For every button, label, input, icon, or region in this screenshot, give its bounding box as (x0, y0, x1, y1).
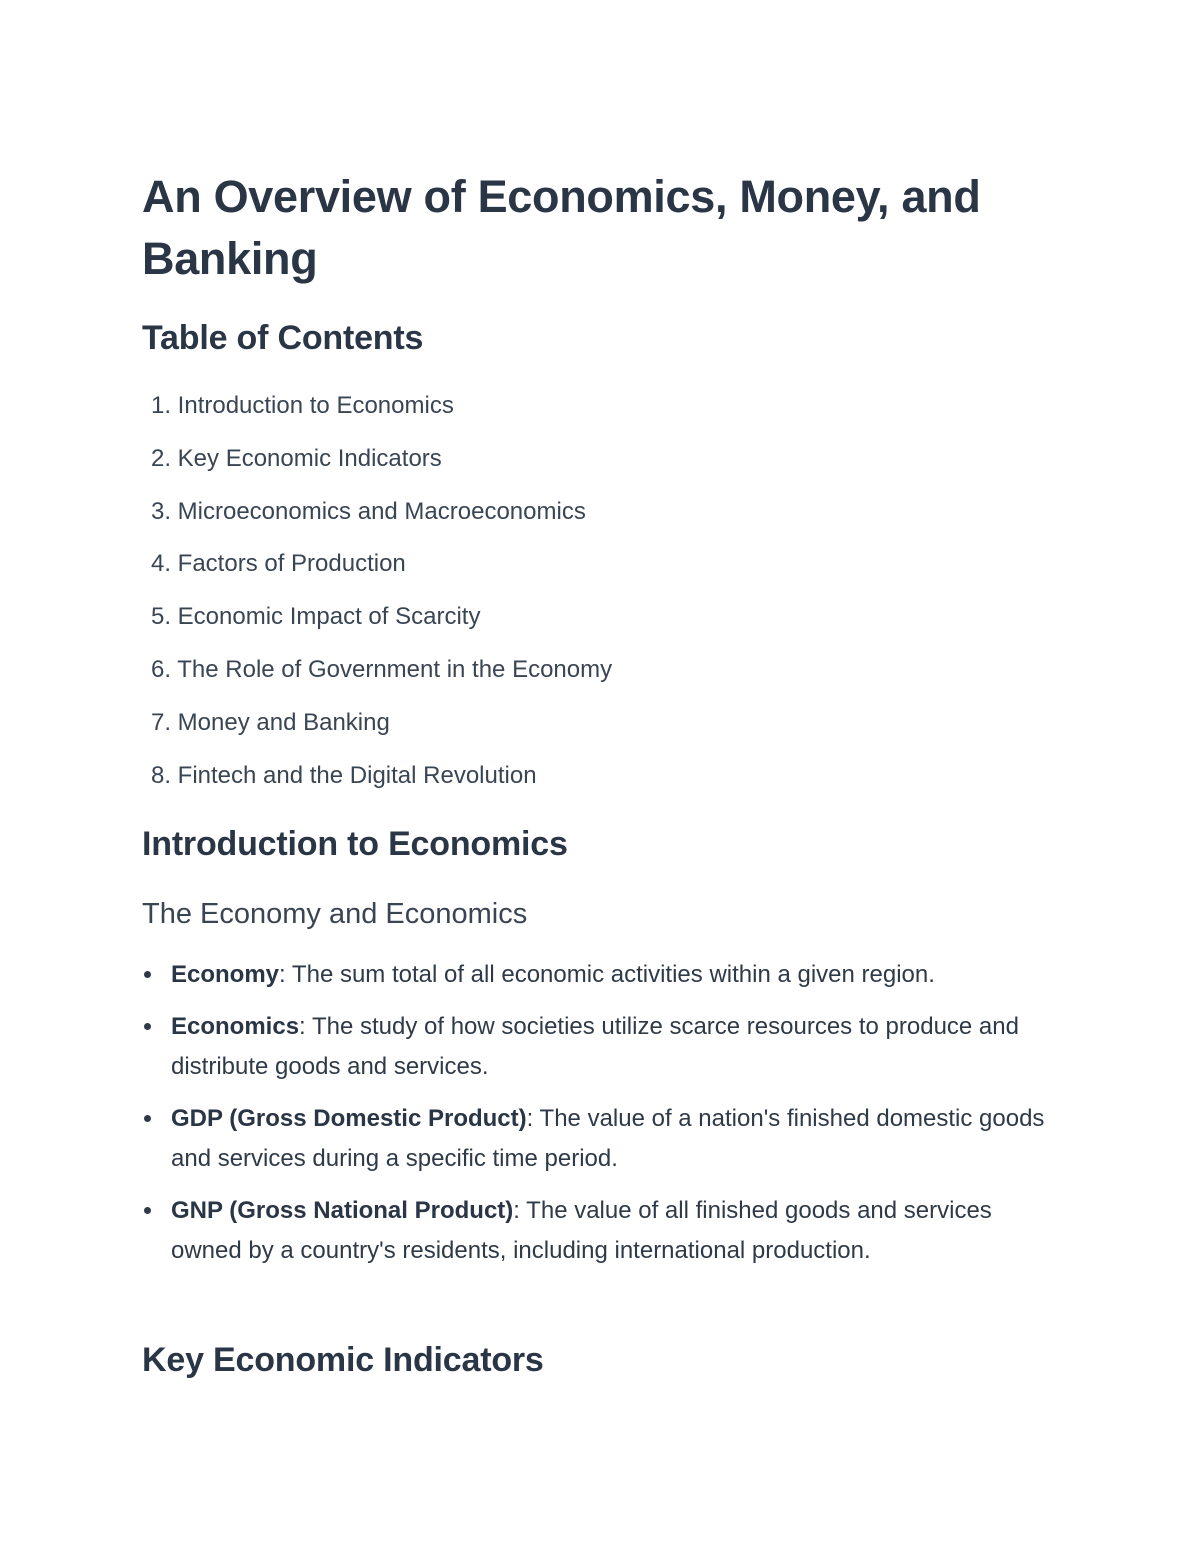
definition-term: GDP (Gross Domestic Product) (171, 1105, 527, 1132)
section-heading-key-indicators: Key Economic Indicators (142, 1341, 544, 1379)
definition-text: : The sum total of all economic activities within a given region. (279, 961, 935, 988)
toc-item-1 (142, 384, 612, 437)
toc-number: 8. (150, 761, 171, 789)
list-item (142, 1191, 1062, 1271)
definition-term: GNP (Gross National Product) (171, 1197, 514, 1224)
table-of-contents (142, 384, 612, 806)
definition-text: : The study of how societies utilize scarce resources to produce and distribute goods and services. (171, 1013, 1019, 1080)
bullet-icon (144, 1115, 151, 1122)
toc-item-8 (142, 754, 612, 807)
toc-number: 5. (150, 603, 171, 631)
toc-item-7 (142, 701, 612, 754)
bullet-icon (144, 1023, 151, 1030)
toc-label: The Role of Government in the Economy (177, 655, 613, 683)
toc-item-5 (142, 595, 612, 648)
toc-number: 6. (150, 655, 171, 683)
toc-label: Fintech and the Digital Revolution (177, 761, 537, 789)
bullet-icon (144, 1207, 151, 1214)
subsection-heading: The Economy and Economics (142, 898, 528, 930)
toc-label: Microeconomics and Macroeconomics (177, 497, 586, 525)
bullet-icon (144, 971, 151, 978)
toc-label: Factors of Production (177, 550, 406, 578)
document-title: An Overview of Economics, Money, and Banking (142, 171, 981, 284)
toc-number: 4. (150, 550, 171, 578)
section-heading-introduction: Introduction to Economics (142, 825, 568, 863)
definition-text: : The value of all finished goods and services owned by a country's residents, including international production. (171, 1197, 992, 1264)
toc-heading: Table of Contents (142, 319, 424, 357)
toc-label: Money and Banking (177, 708, 390, 736)
toc-item-2 (142, 437, 612, 490)
list-item (142, 955, 1062, 995)
toc-label: Key Economic Indicators (177, 444, 442, 472)
toc-number: 1. (150, 392, 171, 419)
toc-item-4 (142, 542, 612, 595)
toc-number: 2. (150, 444, 171, 472)
toc-number: 7. (150, 708, 171, 736)
definition-term: Economics (171, 1013, 300, 1040)
list-item (142, 1007, 1062, 1087)
definition-text: : The value of a nation's finished domestic goods and services during a specific time period. (171, 1105, 1045, 1172)
definition-term: Economy (171, 961, 280, 988)
toc-item-6 (142, 648, 612, 701)
toc-item-3 (142, 490, 612, 543)
toc-number: 3. (150, 497, 171, 525)
list-item (142, 1099, 1062, 1179)
definition-list (142, 955, 1062, 1283)
toc-label: Economic Impact of Scarcity (177, 603, 481, 631)
toc-label: Introduction to Economics (177, 392, 454, 419)
